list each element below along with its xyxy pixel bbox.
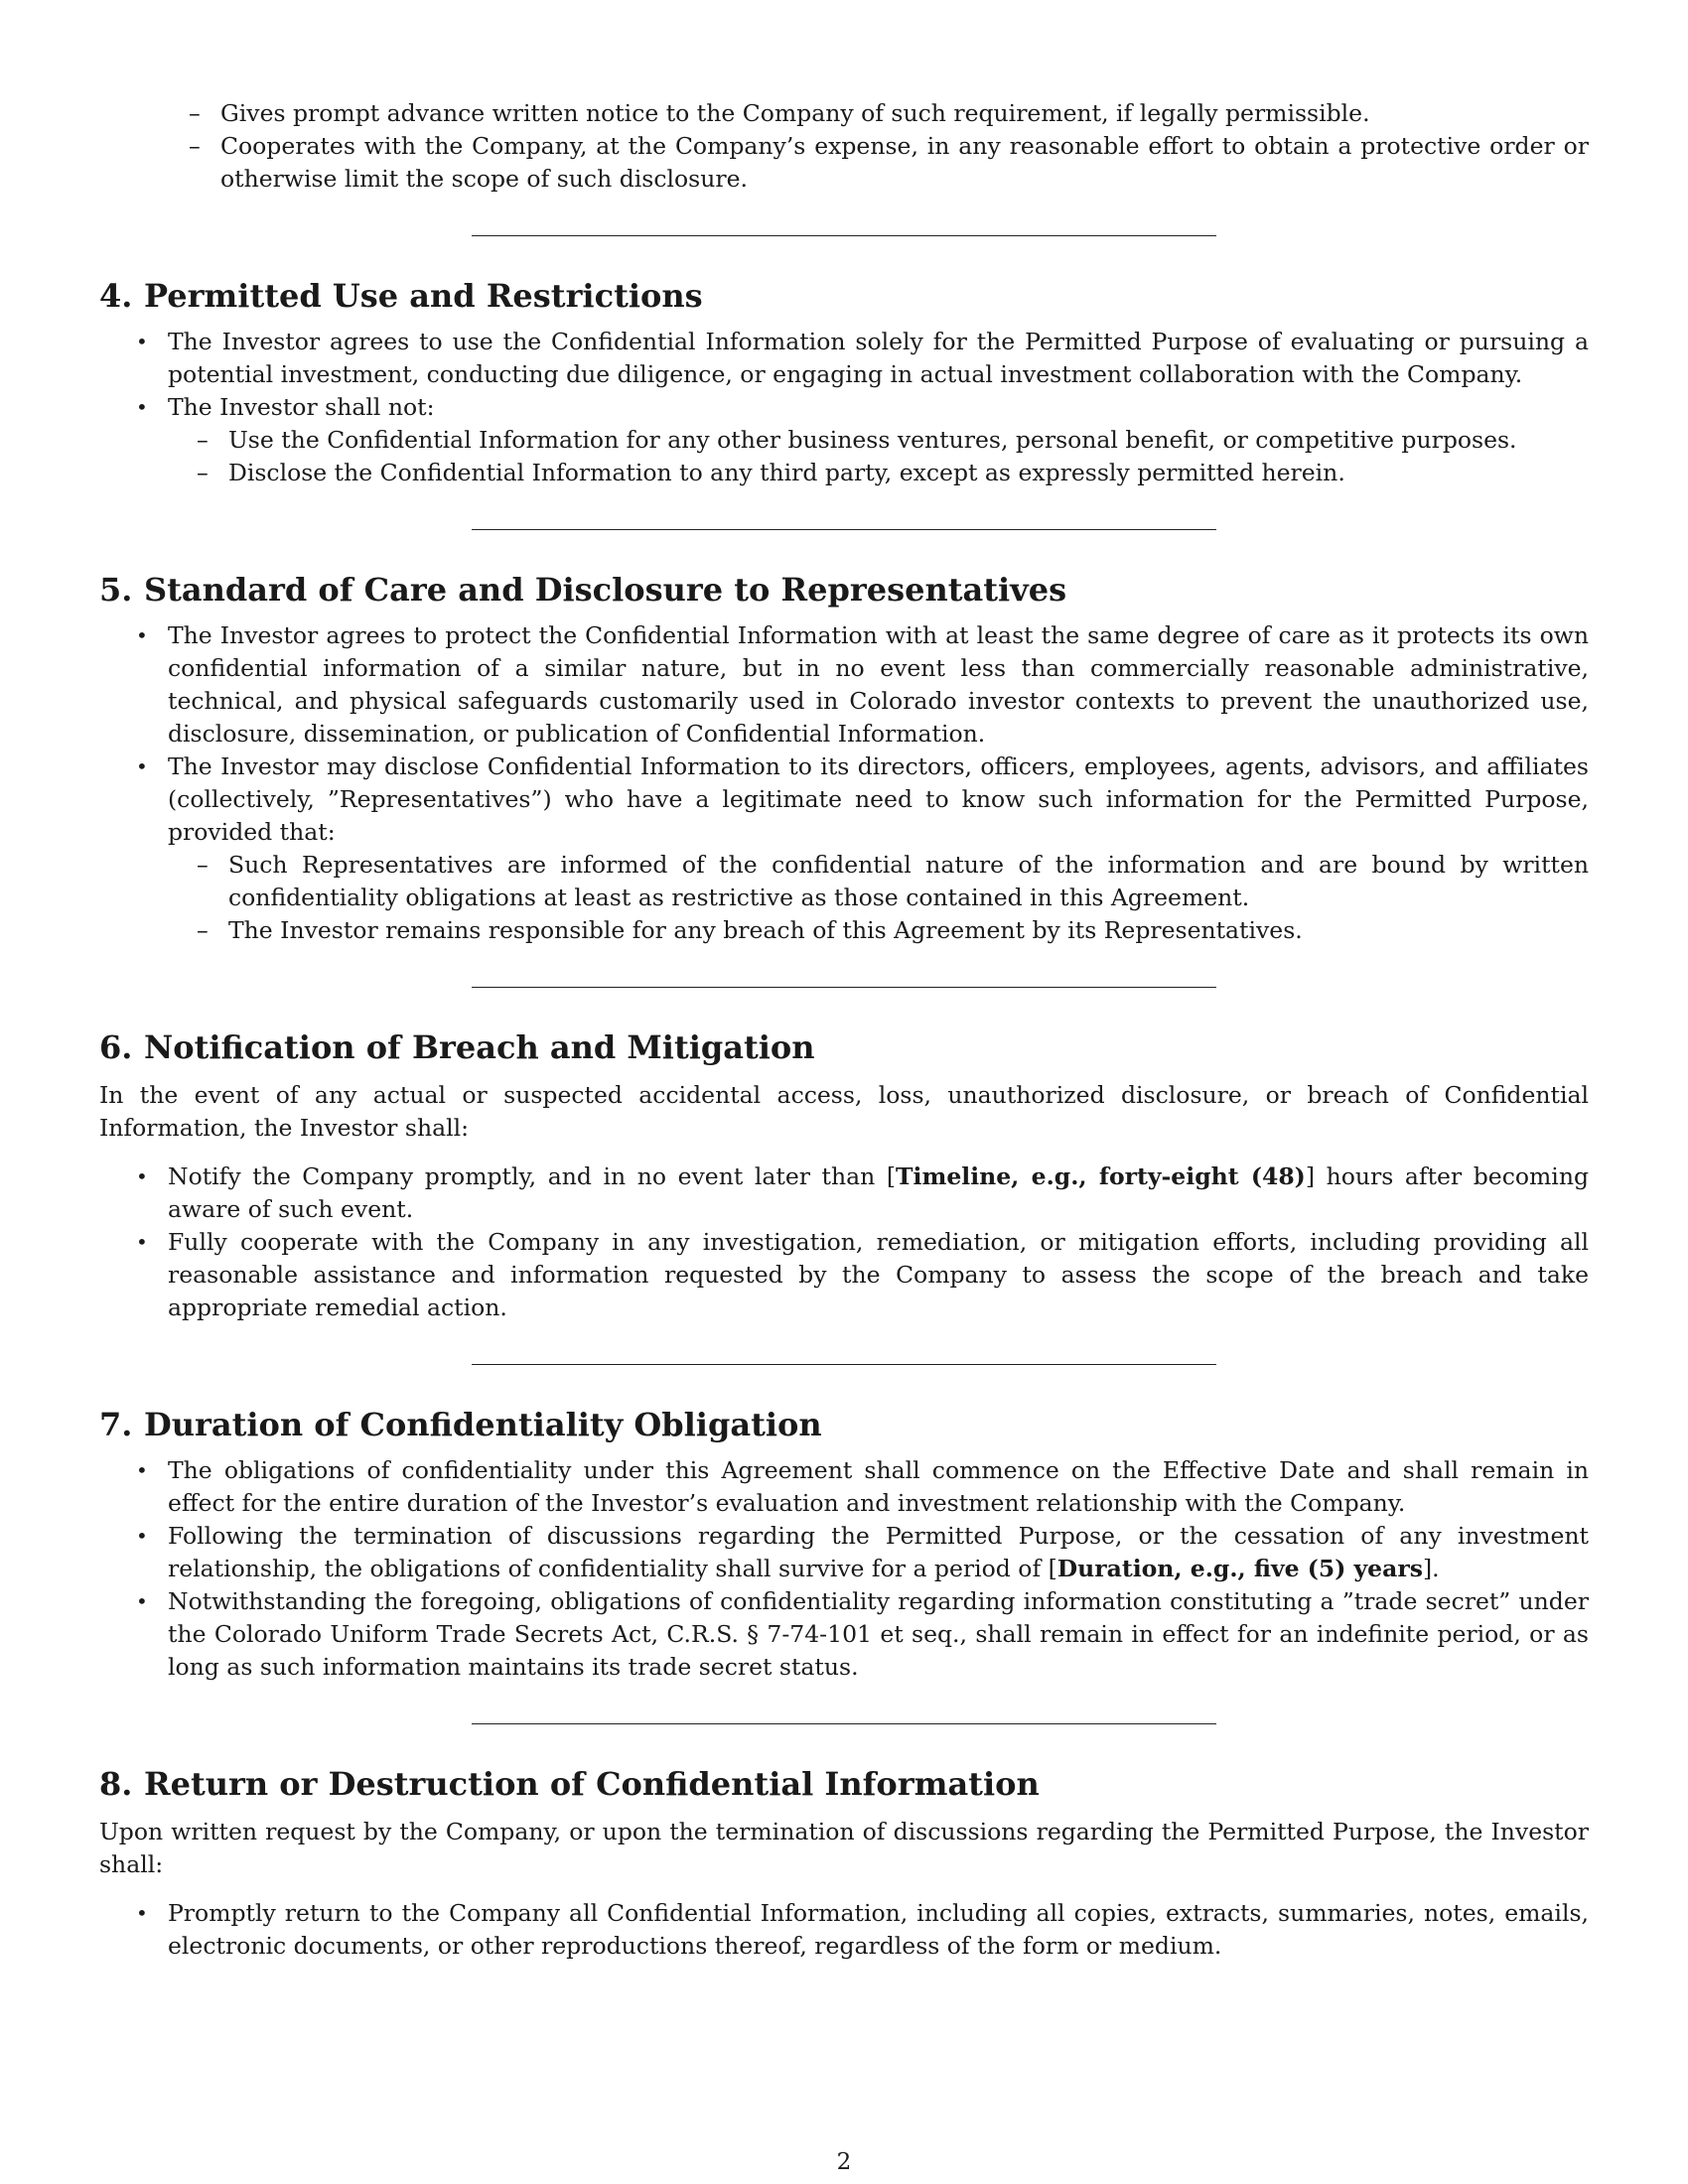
list-item: • Notwithstanding the foregoing, obligations of confidentiality regarding information constituting a ”trade secret” under the Colorado Uniform Trade Secrets Act, C.R.S. § 7-74-101 et seq., shall remain in effect for an indefinite period, or as long as such information maintains its trade secret status. — [99, 1585, 1589, 1684]
section-6-intro: In the event of any actual or suspected accidental access, loss, unauthorized disclosure, or breach of Confidential Information, the Investor shall: — [99, 1081, 1589, 1142]
section-6-list — [99, 1160, 1589, 1324]
section-7-list — [99, 1454, 1589, 1684]
sub-list-item: – Use the Confidential Information for any other business ventures, personal benefit, or competitive purposes. — [168, 424, 1589, 457]
list-item: • Fully cooperate with the Company in any investigation, remediation, or mitigation efforts, including providing all reasonable assistance and information requested by the Company to assess the scope of the breach and take appropriate remedial action. — [99, 1226, 1589, 1324]
list-item: • The Investor may disclose Confidential Information to its directors, officers, employees, agents, advisors, and affiliates (collectively, ”Representatives”) who have a legitimate need to know such information for the Permitted Purpose, provided that: – Such Representatives are informed of the confidential nature of the information and are bound by written confidentiality obligations at least as restrictive as those contained in this Agreement. – The Investor remains responsible for any breach of this Agreement by its Representatives. — [99, 751, 1589, 947]
section-5-list — [99, 619, 1589, 947]
list-item: • Promptly return to the Company all Confidential Information, including all copies, extracts, summaries, notes, emails, electronic documents, or other reproductions thereof, regardless of the form or medium. — [99, 1897, 1589, 1963]
list-item: • Following the termination of discussions regarding the Permitted Purpose, or the cessation of any investment relationship, the obligations of confidentiality shall survive for a period of [Duration, e.g., five (5) years]. — [99, 1520, 1589, 1585]
section-8-intro: Upon written request by the Company, or upon the termination of discussions regarding the Permitted Purpose, the Investor shall: — [99, 1818, 1589, 1878]
section-6-heading: 6. Notification of Breach and Mitigation — [99, 1028, 815, 1066]
list-item: • Notify the Company promptly, and in no event later than [Timeline, e.g., forty-eight (48)] hours after becoming aware of such event. — [99, 1160, 1589, 1226]
list-item: • The obligations of confidentiality under this Agreement shall commence on the Effective Date and shall remain in effect for the entire duration of the Investor’s evaluation and investment relationship with the Company. — [99, 1454, 1589, 1520]
list-item: – Cooperates with the Company, at the Company’s expense, in any reasonable effort to obtain a protective order or otherwise limit the scope of such disclosure. — [160, 130, 1589, 196]
section-4-heading: 4. Permitted Use and Restrictions — [99, 277, 703, 315]
section-8-heading: 8. Return or Destruction of Confidential Information — [99, 1765, 1040, 1803]
section-4-list — [99, 326, 1589, 489]
page-number: 2 — [836, 2149, 852, 2175]
sub-list-item: – Such Representatives are informed of the confidential nature of the information and are bound by written confidentiality obligations at least as restrictive as those contained in this Agreement. — [168, 849, 1589, 914]
sub-list-item: – The Investor remains responsible for any breach of this Agreement by its Representatives. — [168, 914, 1589, 947]
intro-list — [160, 97, 1589, 196]
section-5-heading: 5. Standard of Care and Disclosure to Representatives — [99, 571, 1067, 609]
section-7-heading: 7. Duration of Confidentiality Obligation — [99, 1406, 822, 1443]
list-item: – Gives prompt advance written notice to the Company of such requirement, if legally permissible. — [160, 97, 1589, 130]
section-8-list — [99, 1897, 1589, 1963]
list-item: • The Investor agrees to use the Confidential Information solely for the Permitted Purpose of evaluating or pursuing a potential investment, conducting due diligence, or engaging in actual investment collaboration with the Company. — [99, 326, 1589, 391]
document-page — [99, 97, 1589, 1963]
list-item: • The Investor agrees to protect the Confidential Information with at least the same degree of care as it protects its own confidential information of a similar nature, but in no event less than commercially reasonable administrative, technical, and physical safeguards customarily used in Colorado investor contexts to prevent the unauthorized use, disclosure, dissemination, or publication of Confidential Information. — [99, 619, 1589, 751]
sub-list-item: – Disclose the Confidential Information to any third party, except as expressly permitted herein. — [168, 457, 1589, 489]
list-item: • The Investor shall not: – Use the Confidential Information for any other business ventures, personal benefit, or competitive purposes. – Disclose the Confidential Information to any third party, except as expressly permitted herein. — [99, 391, 1589, 489]
